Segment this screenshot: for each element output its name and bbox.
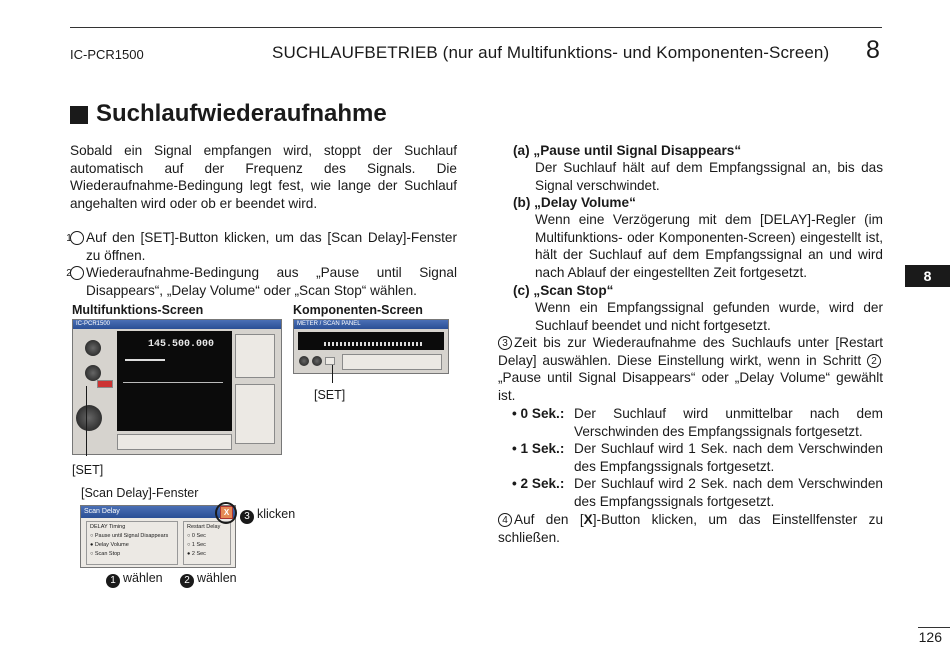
close-highlight-circle	[215, 502, 237, 524]
step-1	[66, 229, 457, 264]
set-label-left: [SET]	[72, 463, 104, 477]
restart-1-radio[interactable]: ○ 1 Sec	[187, 542, 206, 548]
option-b-title: (b) „Delay Volume“	[513, 195, 636, 210]
option-delay-volume-radio[interactable]: ● Delay Volume	[90, 542, 129, 548]
restart-delay-label: Restart Delay	[187, 524, 221, 530]
page-heading-text: Suchlaufwiederaufnahme	[96, 100, 387, 127]
option-c-title: (c) „Scan Stop“	[513, 283, 614, 298]
callout-1-marker: 1	[106, 574, 120, 588]
step-2-text: Wiederaufnahme-Bedingung aus „Pause until Signal Disappears“, „Delay Volume“ oder „Scan Stop“ wählen.	[86, 265, 457, 298]
chapter-tab: 8	[905, 265, 950, 287]
section-title: SUCHLAUFBETRIEB (nur auf Multifunktions- und Komponenten-Screen)	[272, 43, 830, 62]
delay-timing-group	[86, 521, 178, 565]
component-title-bar: METER / SCAN PANEL	[294, 320, 448, 329]
component-screen-label: Komponenten-Screen	[293, 303, 423, 317]
step-1-marker: 1	[70, 231, 84, 245]
callout-waehlen-1: 1 wählen	[106, 571, 163, 588]
multi-lcd-scale	[123, 382, 223, 383]
step-2-marker: 2	[70, 266, 84, 280]
step-4-marker: 4	[498, 513, 512, 527]
step-3: 3 Zeit bis zur Wiederaufnahme des Suchlaufs unter [Restart Delay] auswählen. Diese Einstellung wirkt, wenn in Schritt 2 „Pause until Signal Disappears“ oder „Delay Volume“ gewählt ist.	[498, 335, 883, 403]
step-3-ref-marker: 2	[867, 354, 881, 368]
scan-delay-label: [Scan Delay]-Fenster	[81, 486, 199, 500]
bullet-list	[512, 405, 883, 510]
multi-side-buttons	[235, 384, 275, 444]
multi-bottom-buttons	[117, 434, 232, 450]
delay-timing-label: DELAY Timing	[90, 524, 126, 530]
page-heading	[70, 100, 387, 128]
chapter-number: 8	[866, 36, 880, 64]
callout-waehlen-2: 2 wählen	[180, 571, 237, 588]
dialog-title: Scan Delay	[84, 508, 120, 515]
callout-3-marker: 3	[240, 510, 254, 524]
multi-screen-label: Multifunktions-Screen	[72, 303, 204, 317]
option-scan-stop-radio[interactable]: ○ Scan Stop	[90, 551, 121, 557]
dialog-title-bar	[81, 506, 235, 518]
set-label-right: [SET]	[314, 388, 346, 402]
page-number: 126	[918, 629, 942, 645]
option-a-title: (a) „Pause until Signal Disappears“	[513, 143, 742, 158]
step-4: 4 Auf den [X]-Button klicken, um das Einstellfenster zu schließen.	[498, 512, 883, 545]
callout-2-marker: 2	[180, 574, 194, 588]
scan-delay-dialog	[80, 505, 236, 568]
multifunction-screen-image	[72, 319, 282, 455]
set-button[interactable]	[97, 380, 113, 388]
callout-klicken: 3 klicken	[240, 507, 295, 524]
footer-rule	[918, 627, 950, 628]
multi-lcd-bar	[125, 359, 165, 361]
model-name: IC-PCR1500	[70, 47, 144, 62]
option-c-text: Wenn ein Empfangssignal gefunden wurde, wird der Suchlauf beendet und nicht fortgesetzt.	[535, 300, 883, 333]
restart-0-radio[interactable]: ○ 0 Sec	[187, 533, 206, 539]
multi-keypad	[235, 334, 275, 378]
option-b-text: Wenn eine Verzögerung mit dem [DELAY]-Regler (im Multifunktions- oder Komponenten-Screen) eingestellt ist, hält der Suchlauf auf dem Empfangssignal an und wird nach Ablauf der eingestellten Zeit fortgesetzt.	[535, 212, 883, 280]
component-meter-scale	[324, 342, 424, 346]
option-a-text: Der Suchlauf hält auf dem Empfangssignal an, bis das Signal verschwindet.	[535, 160, 883, 193]
intro-paragraph: Sobald ein Signal empfangen wird, stoppt der Suchlauf automatisch auf der Frequenz des Signals. Die Wiederaufnahme-Bedingung legt fest, wie lange der Suchlauf angehalten wird oder ob er beendet wird.	[70, 143, 457, 211]
squelch-knob-icon	[85, 365, 101, 381]
bullet-0: • 0 Sek.: Der Suchlauf wird unmittelbar nach dem Verschwinden des Empfangssignals fortgesetzt.	[512, 406, 883, 439]
component-knob-2-icon	[312, 356, 322, 366]
set-pointer-line-right	[332, 365, 333, 383]
component-meter	[298, 332, 444, 350]
component-screen-image	[293, 319, 449, 374]
volume-knob-icon	[85, 340, 101, 356]
multi-title-bar: IC-PCR1500	[73, 320, 281, 329]
component-scan-buttons	[342, 354, 442, 370]
option-pause-radio[interactable]: ○ Pause until Signal Disappears	[90, 533, 169, 539]
step-2	[66, 264, 457, 299]
bullet-1: • 1 Sek.: Der Suchlauf wird 1 Sek. nach dem Verschwinden des Empfangssignals fortgesetzt.	[512, 441, 883, 474]
square-bullet-icon	[70, 106, 88, 124]
dialog-close-button[interactable]: X	[220, 506, 233, 519]
step-1-text: Auf den [SET]-Button klicken, um das [Scan Delay]-Fenster zu öffnen.	[86, 230, 457, 263]
component-set-button[interactable]	[325, 357, 335, 365]
component-knob-1-icon	[299, 356, 309, 366]
bullet-2: • 2 Sek.: Der Suchlauf wird 2 Sek. nach dem Verschwinden des Empfangssignals fortgesetzt.	[512, 476, 883, 509]
header-rule	[70, 27, 882, 28]
restart-2-radio[interactable]: ● 2 Sec	[187, 551, 206, 557]
dial-knob-icon	[76, 405, 102, 431]
restart-delay-group	[183, 521, 231, 565]
set-pointer-line-left	[86, 386, 87, 456]
x-button-ref: X	[583, 512, 593, 527]
multi-frequency: 145.500.000	[148, 339, 215, 350]
step-3-marker: 3	[498, 336, 512, 350]
